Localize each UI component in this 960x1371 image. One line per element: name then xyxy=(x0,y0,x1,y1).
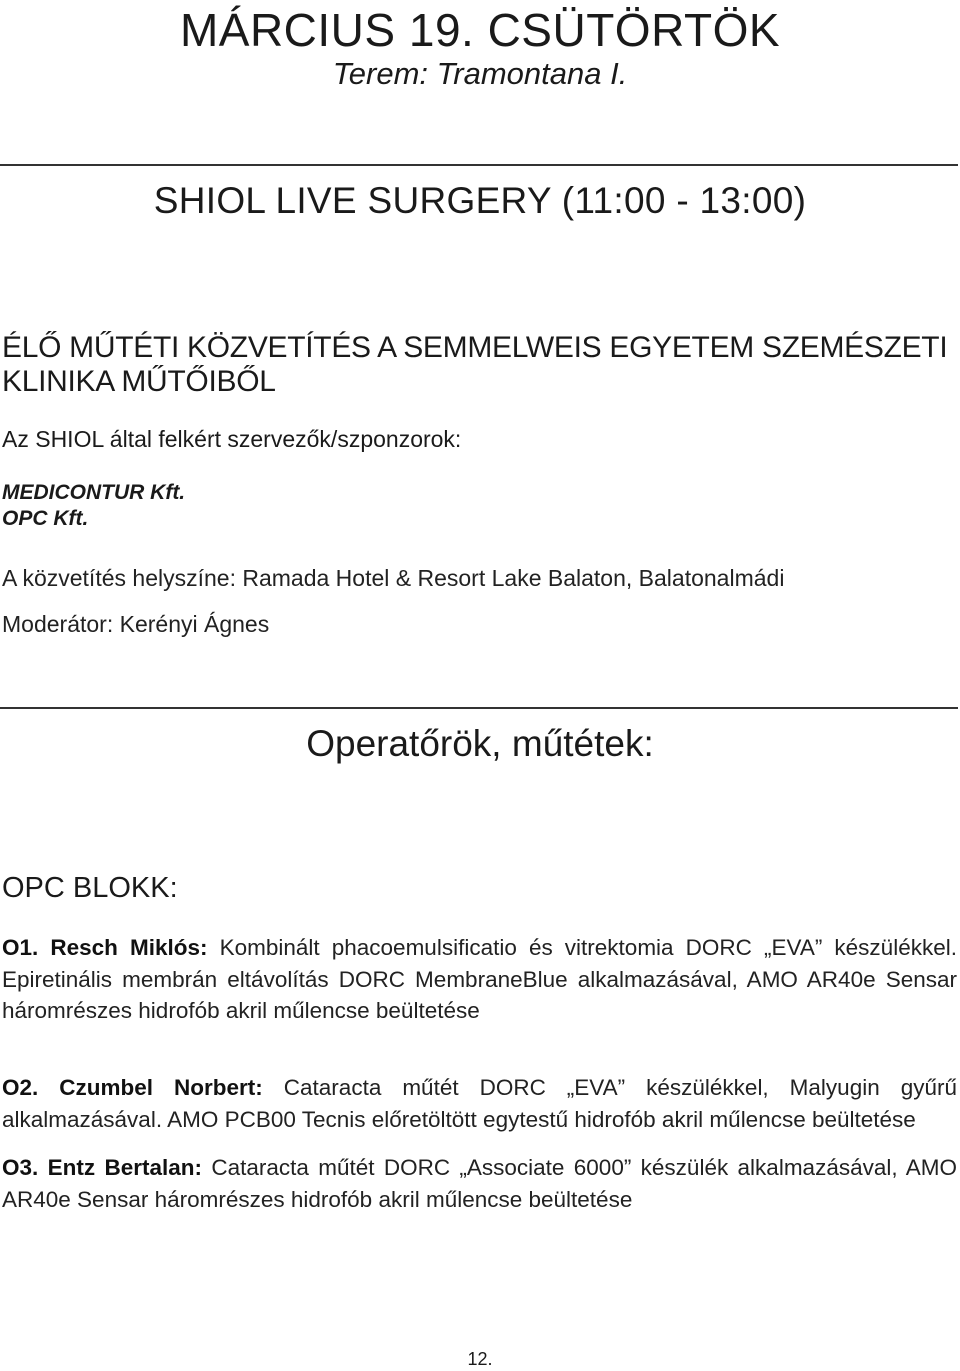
venue-line: A közvetítés helyszíne: Ramada Hotel & Resort Lake Balaton, Balatonalmádi xyxy=(2,565,785,591)
operation-item xyxy=(2,1152,957,1215)
block-title: OPC BLOKK: xyxy=(2,872,178,904)
operation-description: Kombinált phacoemulsificatio és vitrektomia DORC „EVA” készülékkel. Epiretinális membrán eltávolítás DORC MembraneBlue alkalmazásával, AMO AR40e Sensar háromrészes hidrofób akril műlencse beültetése xyxy=(2,935,957,1023)
operation-code: O3. xyxy=(2,1155,39,1180)
live-surgery-title: ÉLŐ MŰTÉTI KÖZVETÍTÉS A SEMMELWEIS EGYETEM SZEMÉSZETI KLINIKA MŰTŐIBŐL xyxy=(2,331,948,398)
operation-description: Cataracta műtét DORC „Associate 6000” készülék alkalmazásával, AMO AR40e Sensar háromrészes hidrofób akril műlencse beültetése xyxy=(2,1155,957,1212)
operation-surgeon: Czumbel Norbert: xyxy=(59,1075,263,1100)
operation-item xyxy=(2,932,957,1027)
organizers-label: Az SHIOL által felkért szervezők/szponzorok: xyxy=(2,426,462,452)
page-number: 12. xyxy=(467,1349,493,1369)
sponsor-medicontur: MEDICONTUR Kft. xyxy=(2,481,186,504)
operation-surgeon: Entz Bertalan: xyxy=(47,1155,202,1180)
operation-item xyxy=(2,1072,957,1135)
operation-description: Cataracta műtét DORC „EVA” készülékkel, Malyugin gyűrű alkalmazásával. AMO PCB00 Tecnis előretöltött egytestű hidrofób akril műlencse beültetése xyxy=(2,1075,957,1132)
event-date: MÁRCIUS 19. CSÜTÖRTÖK xyxy=(179,4,781,56)
session-title: SHIOL LIVE SURGERY (11:00 - 13:00) xyxy=(153,180,807,221)
sponsor-opc: OPC Kft. xyxy=(2,507,89,530)
divider-top xyxy=(0,164,958,166)
divider-middle xyxy=(0,707,958,709)
operation-code: O2. xyxy=(2,1075,39,1100)
room-label: Terem: Tramontana I. xyxy=(332,56,628,91)
moderator-line: Moderátor: Kerényi Ágnes xyxy=(2,611,270,637)
operators-heading: Operatőrök, műtétek: xyxy=(306,723,654,764)
operation-code: O1. xyxy=(2,935,39,960)
operation-surgeon: Resch Miklós: xyxy=(50,935,208,960)
